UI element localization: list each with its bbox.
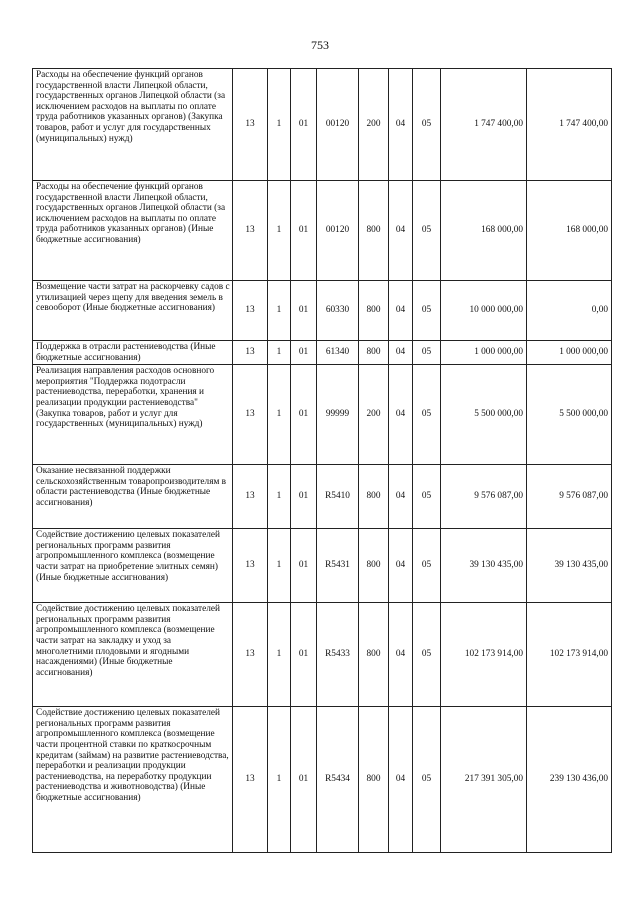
section-cell: 04 (389, 707, 413, 853)
amount-cell: 168 000,00 (527, 181, 612, 281)
expense-type-cell: 800 (359, 341, 389, 365)
subsection-cell: 05 (413, 341, 441, 365)
page-number: 753 (311, 38, 329, 52)
code-cell: 13 (233, 707, 268, 853)
section-cell: 04 (389, 281, 413, 341)
row-description: Содействие достижению целевых показателей региональных программ развития агропромышленного комплекса (возмещение части процентной ставки по краткосрочным кредитам (займам) на развитие растениеводства, переработки и реализации продукции растениеводства, на переработку продукции растениеводства и животноводства) (Иные бюджетные ассигнования) (33, 707, 233, 853)
row-description: Содействие достижению целевых показателей региональных программ развития агропромышленного комплекса (возмещение части затрат на приобретение элитных семян) (Иные бюджетные ассигнования) (33, 529, 233, 603)
code-cell: 01 (291, 365, 317, 465)
code-cell: 1 (268, 465, 291, 529)
table-row (33, 181, 612, 281)
subsection-cell: 05 (413, 181, 441, 281)
subsection-cell: 05 (413, 69, 441, 181)
code-cell: 01 (291, 69, 317, 181)
section-cell: 04 (389, 465, 413, 529)
target-code-cell: 60330 (317, 281, 359, 341)
amount-cell: 102 173 914,00 (527, 603, 612, 707)
table-row (33, 69, 612, 181)
code-cell: 13 (233, 465, 268, 529)
row-description: Реализация направления расходов основного мероприятия "Поддержка подотрасли растениеводства, переработки, хранения и реализации продукции растениеводства" (Закупка товаров, работ и услуг для государственных (муниципальных) нужд) (33, 365, 233, 465)
code-cell: 1 (268, 181, 291, 281)
subsection-cell: 05 (413, 365, 441, 465)
table-row (33, 707, 612, 853)
amount-cell: 1 000 000,00 (441, 341, 527, 365)
amount-cell: 5 500 000,00 (527, 365, 612, 465)
code-cell: 13 (233, 365, 268, 465)
code-cell: 13 (233, 603, 268, 707)
amount-cell: 1 000 000,00 (527, 341, 612, 365)
section-cell: 04 (389, 365, 413, 465)
expense-type-cell: 800 (359, 529, 389, 603)
target-code-cell: 99999 (317, 365, 359, 465)
table-row (33, 341, 612, 365)
row-description: Содействие достижению целевых показателей региональных программ развития агропромышленного комплекса (возмещение части затрат на закладку и уход за многолетними плодовыми и ягодными насаждениями) (Иные бюджетные ассигнования) (33, 603, 233, 707)
target-code-cell: 00120 (317, 69, 359, 181)
amount-cell: 1 747 400,00 (527, 69, 612, 181)
code-cell: 13 (233, 529, 268, 603)
table-row (33, 529, 612, 603)
code-cell: 01 (291, 529, 317, 603)
target-code-cell: R5434 (317, 707, 359, 853)
target-code-cell: R5431 (317, 529, 359, 603)
subsection-cell: 05 (413, 707, 441, 853)
section-cell: 04 (389, 529, 413, 603)
code-cell: 1 (268, 341, 291, 365)
row-description: Расходы на обеспечение функций органов государственной власти Липецкой области, государственных органов Липецкой области (за исключением расходов на выплаты по оплате труда работников указанных органов) (Иные бюджетные ассигнования) (33, 181, 233, 281)
code-cell: 13 (233, 341, 268, 365)
subsection-cell: 05 (413, 529, 441, 603)
amount-cell: 168 000,00 (441, 181, 527, 281)
expense-type-cell: 200 (359, 365, 389, 465)
section-cell: 04 (389, 341, 413, 365)
budget-table (32, 68, 612, 853)
table-row (33, 603, 612, 707)
code-cell: 1 (268, 707, 291, 853)
section-cell: 04 (389, 69, 413, 181)
row-description: Возмещение части затрат на раскорчевку садов с утилизацией через щепу для введения земель в севооборот (Иные бюджетные ассигнования) (33, 281, 233, 341)
code-cell: 1 (268, 603, 291, 707)
expense-type-cell: 800 (359, 707, 389, 853)
target-code-cell: 61340 (317, 341, 359, 365)
amount-cell: 102 173 914,00 (441, 603, 527, 707)
amount-cell: 5 500 000,00 (441, 365, 527, 465)
section-cell: 04 (389, 181, 413, 281)
expense-type-cell: 800 (359, 603, 389, 707)
subsection-cell: 05 (413, 603, 441, 707)
amount-cell: 9 576 087,00 (441, 465, 527, 529)
amount-cell: 239 130 436,00 (527, 707, 612, 853)
expense-type-cell: 800 (359, 465, 389, 529)
code-cell: 1 (268, 69, 291, 181)
row-description: Расходы на обеспечение функций органов государственной власти Липецкой области, государственных органов Липецкой области (за исключением расходов на выплаты по оплате труда работников указанных органов) (Закупка товаров, работ и услуг для государственных (муниципальных) нужд) (33, 69, 233, 181)
section-cell: 04 (389, 603, 413, 707)
code-cell: 01 (291, 341, 317, 365)
code-cell: 01 (291, 181, 317, 281)
code-cell: 1 (268, 365, 291, 465)
target-code-cell: R5433 (317, 603, 359, 707)
amount-cell: 217 391 305,00 (441, 707, 527, 853)
table-row (33, 365, 612, 465)
amount-cell: 39 130 435,00 (527, 529, 612, 603)
code-cell: 1 (268, 281, 291, 341)
row-description: Оказание несвязанной поддержки сельскохозяйственным товаропроизводителям в области растениеводства (Иные бюджетные ассигнования) (33, 465, 233, 529)
code-cell: 13 (233, 69, 268, 181)
expense-type-cell: 200 (359, 69, 389, 181)
amount-cell: 39 130 435,00 (441, 529, 527, 603)
expense-type-cell: 800 (359, 181, 389, 281)
row-description: Поддержка в отрасли растениеводства (Иные бюджетные ассигнования) (33, 341, 233, 365)
subsection-cell: 05 (413, 465, 441, 529)
code-cell: 1 (268, 529, 291, 603)
expense-type-cell: 800 (359, 281, 389, 341)
amount-cell: 10 000 000,00 (441, 281, 527, 341)
subsection-cell: 05 (413, 281, 441, 341)
target-code-cell: 00120 (317, 181, 359, 281)
amount-cell: 9 576 087,00 (527, 465, 612, 529)
table-body (33, 69, 612, 853)
amount-cell: 1 747 400,00 (441, 69, 527, 181)
amount-cell: 0,00 (527, 281, 612, 341)
table-row (33, 281, 612, 341)
table-row (33, 465, 612, 529)
code-cell: 01 (291, 707, 317, 853)
code-cell: 13 (233, 281, 268, 341)
code-cell: 13 (233, 181, 268, 281)
code-cell: 01 (291, 281, 317, 341)
code-cell: 01 (291, 465, 317, 529)
target-code-cell: R5410 (317, 465, 359, 529)
code-cell: 01 (291, 603, 317, 707)
